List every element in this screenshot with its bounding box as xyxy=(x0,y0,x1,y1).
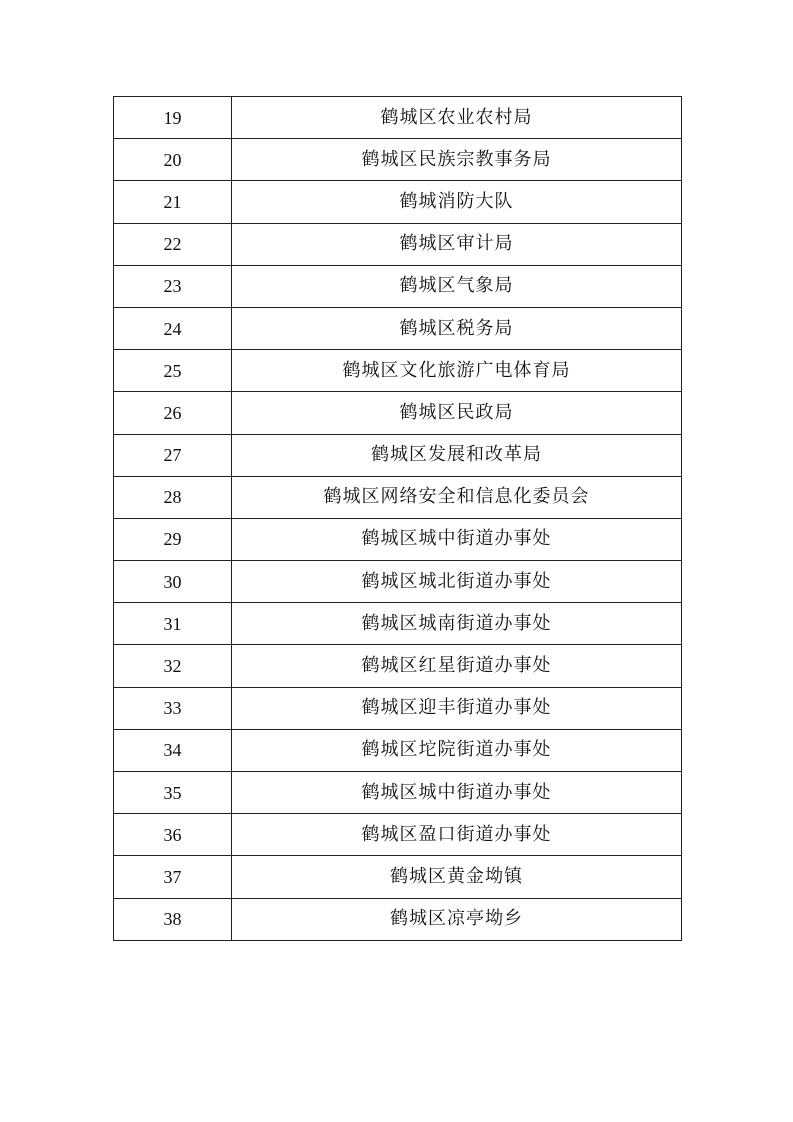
organization-name: 鹤城消防大队 xyxy=(232,181,682,223)
organization-name: 鹤城区民政局 xyxy=(232,392,682,434)
table-row xyxy=(114,898,682,940)
table-row xyxy=(114,645,682,687)
organization-name: 鹤城区农业农村局 xyxy=(232,97,682,139)
organization-name: 鹤城区发展和改革局 xyxy=(232,434,682,476)
organization-name: 鹤城区红星街道办事处 xyxy=(232,645,682,687)
table-row xyxy=(114,518,682,560)
row-number: 26 xyxy=(114,392,232,434)
row-number: 33 xyxy=(114,687,232,729)
organization-name: 鹤城区坨院街道办事处 xyxy=(232,729,682,771)
table-row xyxy=(114,307,682,349)
organization-name: 鹤城区气象局 xyxy=(232,265,682,307)
organization-name: 鹤城区凉亭坳乡 xyxy=(232,898,682,940)
organization-name: 鹤城区城南街道办事处 xyxy=(232,603,682,645)
row-number: 22 xyxy=(114,223,232,265)
table-row xyxy=(114,223,682,265)
organization-name: 鹤城区城中街道办事处 xyxy=(232,772,682,814)
organization-name: 鹤城区城中街道办事处 xyxy=(232,518,682,560)
table-row xyxy=(114,814,682,856)
row-number: 19 xyxy=(114,97,232,139)
row-number: 20 xyxy=(114,139,232,181)
table-row xyxy=(114,561,682,603)
row-number: 28 xyxy=(114,476,232,518)
row-number: 34 xyxy=(114,729,232,771)
row-number: 30 xyxy=(114,561,232,603)
row-number: 24 xyxy=(114,307,232,349)
row-number: 36 xyxy=(114,814,232,856)
table-row xyxy=(114,603,682,645)
organization-name: 鹤城区民族宗教事务局 xyxy=(232,139,682,181)
table-row xyxy=(114,772,682,814)
table-row xyxy=(114,181,682,223)
table-row xyxy=(114,97,682,139)
row-number: 27 xyxy=(114,434,232,476)
row-number: 31 xyxy=(114,603,232,645)
organization-name: 鹤城区文化旅游广电体育局 xyxy=(232,350,682,392)
row-number: 35 xyxy=(114,772,232,814)
row-number: 32 xyxy=(114,645,232,687)
row-number: 37 xyxy=(114,856,232,898)
table-body xyxy=(114,97,682,941)
table-row xyxy=(114,139,682,181)
table-row xyxy=(114,434,682,476)
table-row xyxy=(114,729,682,771)
organization-name: 鹤城区城北街道办事处 xyxy=(232,561,682,603)
table-row xyxy=(114,350,682,392)
row-number: 38 xyxy=(114,898,232,940)
table-row xyxy=(114,265,682,307)
organization-name: 鹤城区迎丰街道办事处 xyxy=(232,687,682,729)
row-number: 29 xyxy=(114,518,232,560)
organization-table xyxy=(113,96,682,941)
organization-name: 鹤城区黄金坳镇 xyxy=(232,856,682,898)
row-number: 23 xyxy=(114,265,232,307)
row-number: 21 xyxy=(114,181,232,223)
table-row xyxy=(114,856,682,898)
organization-name: 鹤城区盈口街道办事处 xyxy=(232,814,682,856)
table-row xyxy=(114,392,682,434)
row-number: 25 xyxy=(114,350,232,392)
table-row xyxy=(114,687,682,729)
organization-name: 鹤城区审计局 xyxy=(232,223,682,265)
organization-name: 鹤城区网络安全和信息化委员会 xyxy=(232,476,682,518)
organization-name: 鹤城区税务局 xyxy=(232,307,682,349)
table-row xyxy=(114,476,682,518)
